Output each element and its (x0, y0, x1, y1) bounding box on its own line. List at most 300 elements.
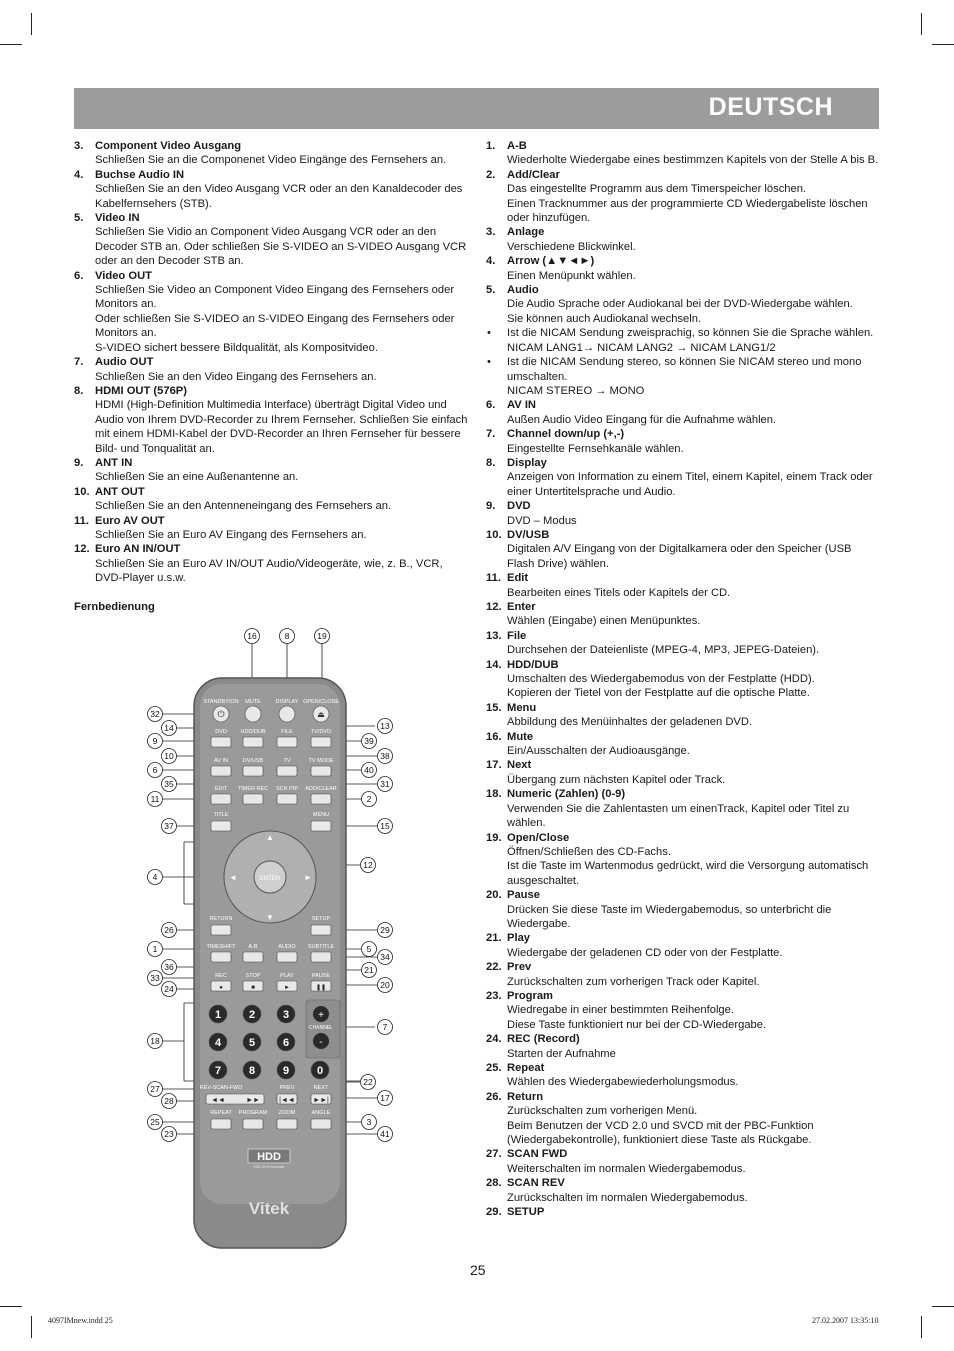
digit-label: 7 (214, 1065, 222, 1077)
item-text: Diese Taste funktioniert nur bei der CD-Wiedergabe. (507, 1018, 767, 1031)
item-title: DV/USB (507, 528, 550, 541)
crop-mark (921, 13, 922, 35)
item-title: SCAN REV (507, 1177, 565, 1190)
item-text: Schließen Sie Vidio an Component Video Ausgang VCR oder an den Decoder STB an. Oder schließen Sie S-VIDEO an S-VIDEO Ausgang VCR oder an den Decoder STB an. (95, 226, 467, 268)
button-label: REV-SCAN-FWD (199, 1085, 243, 1091)
item-text: Schließen Sie an Euro AV IN/OUT Audio/Videogeräte, wie, z. B., VCR, DVD-Player u.s.w. (95, 557, 443, 585)
item-title: Channel down/up (+,-) (507, 428, 625, 441)
list-item (74, 456, 470, 485)
list-item (74, 139, 470, 168)
list-item (486, 528, 880, 571)
remote-button (277, 952, 297, 962)
digit-label: 1 (214, 1009, 222, 1021)
item-text: Wiedergabe der geladenen CD oder von der Festplatte. (507, 946, 783, 959)
item-text: Anzeigen von Information zu einem Titel, einem Kapitel, einem Track oder einer Untertitelsprache und Audio. (507, 471, 873, 498)
item-title: Audio OUT (95, 356, 154, 369)
transport-icon: ► (284, 985, 290, 991)
item-number: 19. (486, 831, 502, 844)
item-number: 17. (486, 759, 502, 772)
item-text: Kopieren der Tietel von der Festplatte auf die optische Platte. (507, 687, 810, 700)
item-title: Prev (507, 961, 532, 974)
item-title: HDD/DUB (507, 658, 559, 671)
item-text: Drücken Sie diese Taste im Wiedergabemodus, so unterbricht die Wiedergabe. (507, 903, 832, 930)
item-title: Audio (507, 284, 539, 297)
digit-label: 5 (248, 1037, 256, 1049)
item-title: SETUP (507, 1206, 545, 1219)
button-label: TV/DVD (310, 729, 332, 735)
list-item (486, 1147, 880, 1176)
button-label: OPEN/CLOSE (303, 699, 339, 705)
item-number: 4. (74, 168, 84, 181)
callout-number: 2 (366, 794, 372, 804)
item-text: Das eingestellte Programm aus dem Timerspeicher löschen. (507, 183, 807, 196)
callout-number: 32 (150, 709, 160, 719)
eject-icon: ⏏ (317, 710, 325, 719)
item-text: Bearbeiten eines Titels oder Kapitels der CD. (507, 586, 731, 599)
footer-file: 4097IMnew.indd 25 (48, 1316, 113, 1325)
list-item (74, 514, 470, 543)
minus-icon: - (319, 1037, 323, 1048)
button-label: MENU (312, 812, 330, 818)
item-number: 3. (486, 226, 496, 239)
item-number: 6. (74, 269, 84, 282)
list-item (486, 139, 880, 168)
callout-number: 40 (364, 765, 374, 775)
item-title: Euro AN IN/OUT (95, 543, 181, 556)
callout-number: 35 (164, 779, 174, 789)
item-text: Wählen (Eingabe) einen Menüpunktes. (507, 615, 701, 628)
item-text: S-VIDEO sichert bessere Bildqualität, als Kompositvideo. (95, 341, 378, 354)
list-item (486, 254, 880, 283)
digit-label: 8 (248, 1065, 256, 1077)
item-title: A-B (507, 140, 527, 152)
button-description-list (486, 139, 880, 1219)
button-label: AV IN (214, 758, 228, 764)
button-label: STOP (245, 973, 261, 979)
item-text: Schließen Sie Video an Component Video Eingang des Fernsehers oder Monitors an. (95, 284, 455, 311)
left-column (74, 139, 470, 614)
crop-mark (31, 13, 32, 35)
arrow-down-icon: ▼ (266, 913, 274, 922)
button-label: A-B (248, 944, 258, 950)
button-label: TIMER REC (237, 786, 269, 792)
item-text: Sie können auch Audiokanal wechseln. (507, 312, 702, 325)
button-label: PLAY (280, 973, 294, 979)
list-item (486, 787, 880, 830)
item-number: 24. (486, 1033, 502, 1046)
remote-button (211, 766, 231, 776)
list-item (486, 960, 880, 989)
remote-button (311, 766, 331, 776)
button-label: PROGRAM (238, 1110, 268, 1116)
item-number: 6. (486, 399, 496, 412)
item-title: Euro AV OUT (95, 514, 165, 527)
remote-button (243, 952, 263, 962)
remote-button (245, 706, 261, 722)
button-label: REC (215, 973, 227, 979)
button-label: HDD/DUB (240, 729, 266, 735)
remote-button (243, 1119, 263, 1129)
button-label: AUDIO (278, 944, 296, 950)
callout-number: 28 (164, 1096, 174, 1106)
callout-number: 24 (164, 984, 174, 994)
callout-number: 29 (380, 925, 390, 935)
list-item (486, 758, 880, 787)
remote-button (311, 1119, 331, 1129)
item-number: 15. (486, 701, 502, 714)
remote-button (243, 737, 263, 747)
menu-button (311, 821, 331, 831)
button-label: SETUP (311, 916, 331, 922)
item-title: DVD (507, 500, 531, 513)
remote-heading: Fernbedienung (74, 600, 155, 613)
callout-number: 27 (150, 1084, 160, 1094)
callout-number: 6 (152, 765, 158, 775)
brand-logo: Vitek (248, 1199, 290, 1218)
item-title: Buchse Audio IN (95, 168, 185, 181)
list-item (486, 888, 880, 931)
remote-button (279, 706, 295, 722)
callout-number: 11 (150, 794, 160, 804)
button-label: REPEAT (210, 1110, 232, 1116)
list-item (486, 499, 880, 528)
item-number: 9. (74, 456, 84, 469)
item-text: NICAM STEREO → MONO (507, 384, 645, 397)
item-number: 8. (74, 384, 84, 397)
hdd-logo-sub: HDD DVD Recorder (253, 1165, 285, 1169)
callout-number: 10 (164, 751, 174, 761)
item-text: Zurückschalten zum vorherigen Menü. (507, 1105, 698, 1118)
button-label: MUTE (245, 699, 261, 705)
callout-number: 31 (380, 779, 390, 789)
next-icon: ►►| (313, 1097, 329, 1104)
item-number: 7. (486, 428, 496, 441)
item-text: Durchsehen der Dateienliste (MPEG-4, MP3, JEPEG-Dateien). (507, 644, 820, 657)
setup-button (311, 925, 331, 935)
digit-label: 3 (282, 1009, 290, 1021)
item-title: Arrow (▲▼◄►) (507, 255, 595, 268)
item-number: 12. (74, 543, 90, 556)
callout-number: 4 (152, 872, 158, 882)
button-label: STANDBY/ON (203, 699, 239, 705)
list-item (74, 384, 470, 456)
callout-number: 41 (380, 1129, 390, 1139)
page-number: 25 (470, 1262, 486, 1278)
callout-number: 9 (152, 736, 158, 746)
item-text: Wiedregabe in einer bestimmten Reihenfolge. (507, 1004, 734, 1017)
item-text: Digitalen A/V Eingang von der Digitalkamera oder den Speicher (USB Flash Drive) wählen. (507, 543, 852, 570)
list-item (486, 1205, 880, 1219)
callout-number: 1 (152, 944, 158, 954)
item-text: Außen Audio Video Eingang für die Aufnahme wählen. (507, 413, 777, 426)
item-title: Mute (507, 730, 534, 743)
remote-control-diagram (140, 620, 410, 1260)
callout-number: 18 (150, 1036, 160, 1046)
item-number: 12. (486, 601, 502, 613)
item-title: Repeat (507, 1062, 545, 1074)
item-text: Schließen Sie an Euro AV Eingang des Fernsehers an. (95, 528, 367, 541)
callout-number: 8 (284, 631, 290, 641)
crop-mark (932, 1306, 954, 1307)
callout-number: 12 (363, 860, 373, 870)
digit-label: 4 (214, 1037, 222, 1049)
item-text: DVD – Modus (507, 514, 577, 527)
list-item (486, 283, 880, 326)
remote-button (243, 794, 263, 804)
callout-number: 16 (247, 631, 257, 641)
item-title: Program (507, 989, 554, 1002)
item-text: Übergang zum nächsten Kapitel oder Track. (507, 773, 726, 786)
item-text: Zurückschalten zum vorherigen Track oder Kapitel. (507, 975, 760, 988)
list-item (486, 658, 880, 701)
item-text: Ist die Taste im Wartenmodus gedrückt, wird die Versorgung automatisch ausgeschaltet. (507, 860, 869, 887)
item-number: 20. (486, 889, 502, 902)
remote-button (311, 737, 331, 747)
item-text: Wählen des Wiedergabewiederholungsmodus. (507, 1076, 739, 1089)
header-bar (74, 88, 879, 129)
item-text: Umschalten des Wiedergabemodus von der Festplatte (HDD). (507, 673, 815, 686)
transport-icon: ❚❚ (315, 985, 327, 991)
item-text: Verschiedene Blickwinkel. (507, 240, 636, 253)
bullet-item (486, 355, 880, 398)
item-title: REC (Record) (507, 1033, 580, 1046)
button-label: RETURN (209, 916, 233, 922)
remote-button (211, 794, 231, 804)
button-label: SCR PIP (275, 786, 299, 792)
digit-label: 2 (248, 1009, 256, 1021)
callout-number: 39 (364, 736, 374, 746)
item-text: Weiterschalten im normalen Wiedergabemodus. (507, 1162, 746, 1175)
list-item (486, 629, 880, 658)
item-text: Starten der Aufnahme (507, 1047, 616, 1060)
item-number: 14. (486, 658, 502, 671)
list-item (486, 1061, 880, 1090)
item-text: Abbildung des Menüinhaltes der geladenen DVD. (507, 716, 753, 729)
plus-icon: + (318, 1010, 324, 1021)
item-number: 11. (74, 514, 89, 527)
crop-mark (921, 1316, 922, 1338)
item-text: Wiederholte Wiedergabe eines bestimmzen Kapitels von der Stelle A bis B. (507, 154, 879, 167)
remote-button (277, 766, 297, 776)
digit-label: 6 (282, 1037, 290, 1049)
list-item (486, 1032, 880, 1061)
callout-number: 38 (380, 751, 390, 761)
button-label: DV/USB (242, 758, 264, 764)
crop-mark (0, 44, 22, 45)
item-text: Einen Tracknummer aus der programmierte CD Wiedergabeliste löschen oder hinzufügen. (507, 197, 868, 225)
item-number: 5. (74, 212, 84, 225)
item-text: Oder schließen Sie S-VIDEO an S-VIDEO Eingang des Fernsehers oder Monitors an. (95, 312, 455, 340)
bullet-item (486, 326, 880, 355)
item-title: Next (507, 759, 532, 772)
channel-label: CHANNEL (309, 1025, 333, 1031)
list-item (486, 730, 880, 759)
remote-button (277, 1119, 297, 1129)
item-title: HDMI OUT (576P) (95, 384, 187, 397)
item-title: File (507, 629, 527, 642)
button-label: PAUSE (311, 973, 331, 979)
callout-number: 34 (380, 952, 390, 962)
button-label: TV (283, 758, 291, 764)
callout-number: 3 (366, 1117, 372, 1127)
item-text: Ist die NICAM Sendung zweisprachig, so können Sie die Sprache wählen. (507, 327, 874, 340)
button-label: TV MODE (308, 758, 334, 764)
item-number: 5. (486, 284, 496, 297)
arrow-up-icon: ▲ (266, 833, 274, 842)
item-number: 7. (74, 356, 84, 369)
item-title: Pause (507, 889, 540, 902)
item-number: 21. (486, 932, 502, 945)
button-label: ADD/CLEAR (305, 786, 337, 792)
item-title: Numeric (Zahlen) (0-9) (507, 788, 626, 801)
rewind-icon: ◄◄ (211, 1097, 225, 1104)
list-item (486, 225, 880, 254)
crop-mark (31, 1316, 32, 1338)
item-title: Anlage (507, 226, 545, 239)
hdd-logo-text: HDD (257, 1151, 281, 1163)
item-text: Verwenden Sie die Zahlentasten um einenTrack, Kapitel oder Titel zu wählen. (507, 802, 850, 830)
remote-button (311, 794, 331, 804)
item-number: 3. (74, 140, 84, 152)
connector-list (74, 139, 470, 586)
page-title: DEUTSCH (708, 93, 833, 121)
item-number: 9. (486, 500, 496, 513)
callout-number: 25 (150, 1117, 160, 1127)
list-item (74, 355, 470, 384)
item-number: 26. (486, 1090, 502, 1103)
transport-icon: ● (219, 985, 223, 991)
forward-icon: ►► (246, 1097, 260, 1104)
callout-number: 33 (150, 973, 160, 983)
list-item (486, 168, 880, 226)
item-number: 16. (486, 730, 502, 743)
item-number: 23. (486, 989, 502, 1002)
item-number: 4. (486, 255, 496, 268)
item-text: Schließen Sie an den Video Eingang des Fernsehers an. (95, 370, 377, 383)
item-text: NICAM LANG1→ NICAM LANG2 → NICAM LANG1/2 (507, 341, 776, 354)
item-title: Return (507, 1090, 544, 1103)
callout-number: 22 (363, 1077, 373, 1087)
item-text: Schließen Sie an den Video Ausgang VCR oder an den Kanaldecoder des Kabelfernsehers (STB). (95, 183, 463, 210)
item-title: SCAN FWD (507, 1148, 568, 1161)
digit-label: 9 (282, 1065, 290, 1077)
list-item (74, 168, 470, 211)
button-label: TIMESHIFT (206, 944, 236, 950)
button-label: DVD (215, 729, 227, 735)
list-item (486, 398, 880, 427)
item-number: 28. (486, 1177, 502, 1190)
item-number: 25. (486, 1062, 502, 1074)
button-label: SUBTITLE (307, 944, 335, 950)
item-title: ANT IN (95, 456, 133, 469)
item-number: 27. (486, 1148, 502, 1161)
crop-mark (932, 44, 954, 45)
callout-number: 7 (382, 1022, 388, 1032)
item-title: Display (507, 456, 547, 469)
item-text: HDMI (High-Definition Multimedia Interface) überträgt Digital Video und Audio von Ihrem DVD-Recorder zu Ihrem Fernseher. Schließen Sie einfach mit einem HDMI-Kabel der DVD-Recorder an Ihren Fernseher für bessere Bild- und Tonqualität an. (95, 399, 468, 455)
arrow-right-icon: ► (304, 873, 312, 882)
title-button (211, 821, 231, 831)
list-item (486, 1176, 880, 1205)
item-text: Einen Menüpunkt wählen. (507, 269, 636, 282)
item-text: Ist die NICAM Sendung stereo, so können Sie NICAM stereo und mono umschalten. (507, 356, 862, 383)
item-title: Add/Clear (507, 168, 560, 181)
remote-button (277, 737, 297, 747)
item-text: Beim Benutzen der VCD 2.0 und SVCD mit der PBC-Funktion (Wiedergabekontrolle), funktioniert diese Taste als Rückgabe. (507, 1119, 814, 1147)
item-number: 1. (486, 140, 496, 152)
list-item (486, 989, 880, 1032)
callout-number: 36 (164, 962, 174, 972)
prev-icon: |◄◄ (279, 1097, 295, 1104)
callout-number: 37 (164, 821, 174, 831)
remote-button (277, 794, 297, 804)
enter-label: ENTER (259, 876, 281, 882)
callout-number: 13 (380, 721, 390, 731)
item-number: 2. (486, 168, 496, 181)
item-number: 10. (486, 528, 502, 541)
bullet-mark: • (487, 356, 491, 369)
button-label: NEXT (313, 1085, 329, 1091)
list-item (486, 831, 880, 889)
crop-mark (0, 1306, 22, 1307)
item-number: 11. (486, 572, 501, 585)
item-number: 8. (486, 456, 496, 469)
remote-button (211, 952, 231, 962)
list-item (486, 456, 880, 499)
item-title: Component Video Ausgang (95, 140, 242, 152)
list-item (486, 701, 880, 730)
button-label: FILE (281, 729, 293, 735)
item-number: 10. (74, 485, 90, 498)
callout-number: 14 (164, 723, 174, 733)
button-label: EDIT (214, 786, 228, 792)
callout-number: 26 (164, 925, 174, 935)
item-text: Ein/Ausschalten der Audioausgänge. (507, 745, 690, 758)
return-button (211, 925, 231, 935)
list-item (486, 931, 880, 960)
button-label: DISPLAY (275, 699, 299, 705)
item-text: Schließen Sie an eine Außenantenne an. (95, 471, 299, 484)
callout-number: 20 (380, 980, 390, 990)
list-item (74, 485, 470, 514)
footer-date: 27.02.2007 13:35:10 (812, 1316, 879, 1325)
item-title: AV IN (507, 399, 537, 412)
item-title: Edit (507, 572, 529, 585)
item-text: Die Audio Sprache oder Audiokanal bei der DVD-Wiedergabe wählen. (507, 298, 853, 311)
item-text: Eingestellte Fernsehkanäle wählen. (507, 442, 684, 455)
item-text: Zurückschalten im normalen Wiedergabemodus. (507, 1191, 748, 1204)
remote-button (211, 1119, 231, 1129)
item-title: ANT OUT (95, 485, 145, 498)
remote-button (311, 952, 331, 962)
digit-label: 0 (316, 1065, 324, 1077)
right-column (486, 139, 880, 1219)
power-icon: ⏻ (217, 709, 225, 719)
callout-number: 23 (164, 1129, 174, 1139)
callout-number: 21 (364, 965, 374, 975)
item-title: Video OUT (95, 269, 152, 282)
transport-icon: ■ (251, 985, 255, 991)
list-item (74, 542, 470, 585)
list-item (486, 571, 880, 600)
remote-button (211, 737, 231, 747)
item-number: 18. (486, 788, 502, 801)
item-title: Enter (507, 601, 536, 613)
item-title: Play (507, 932, 531, 945)
item-text: Schließen Sie an den Antenneneingang des Fernsehers an. (95, 500, 392, 513)
list-item (486, 600, 880, 629)
item-number: 29. (486, 1206, 502, 1219)
